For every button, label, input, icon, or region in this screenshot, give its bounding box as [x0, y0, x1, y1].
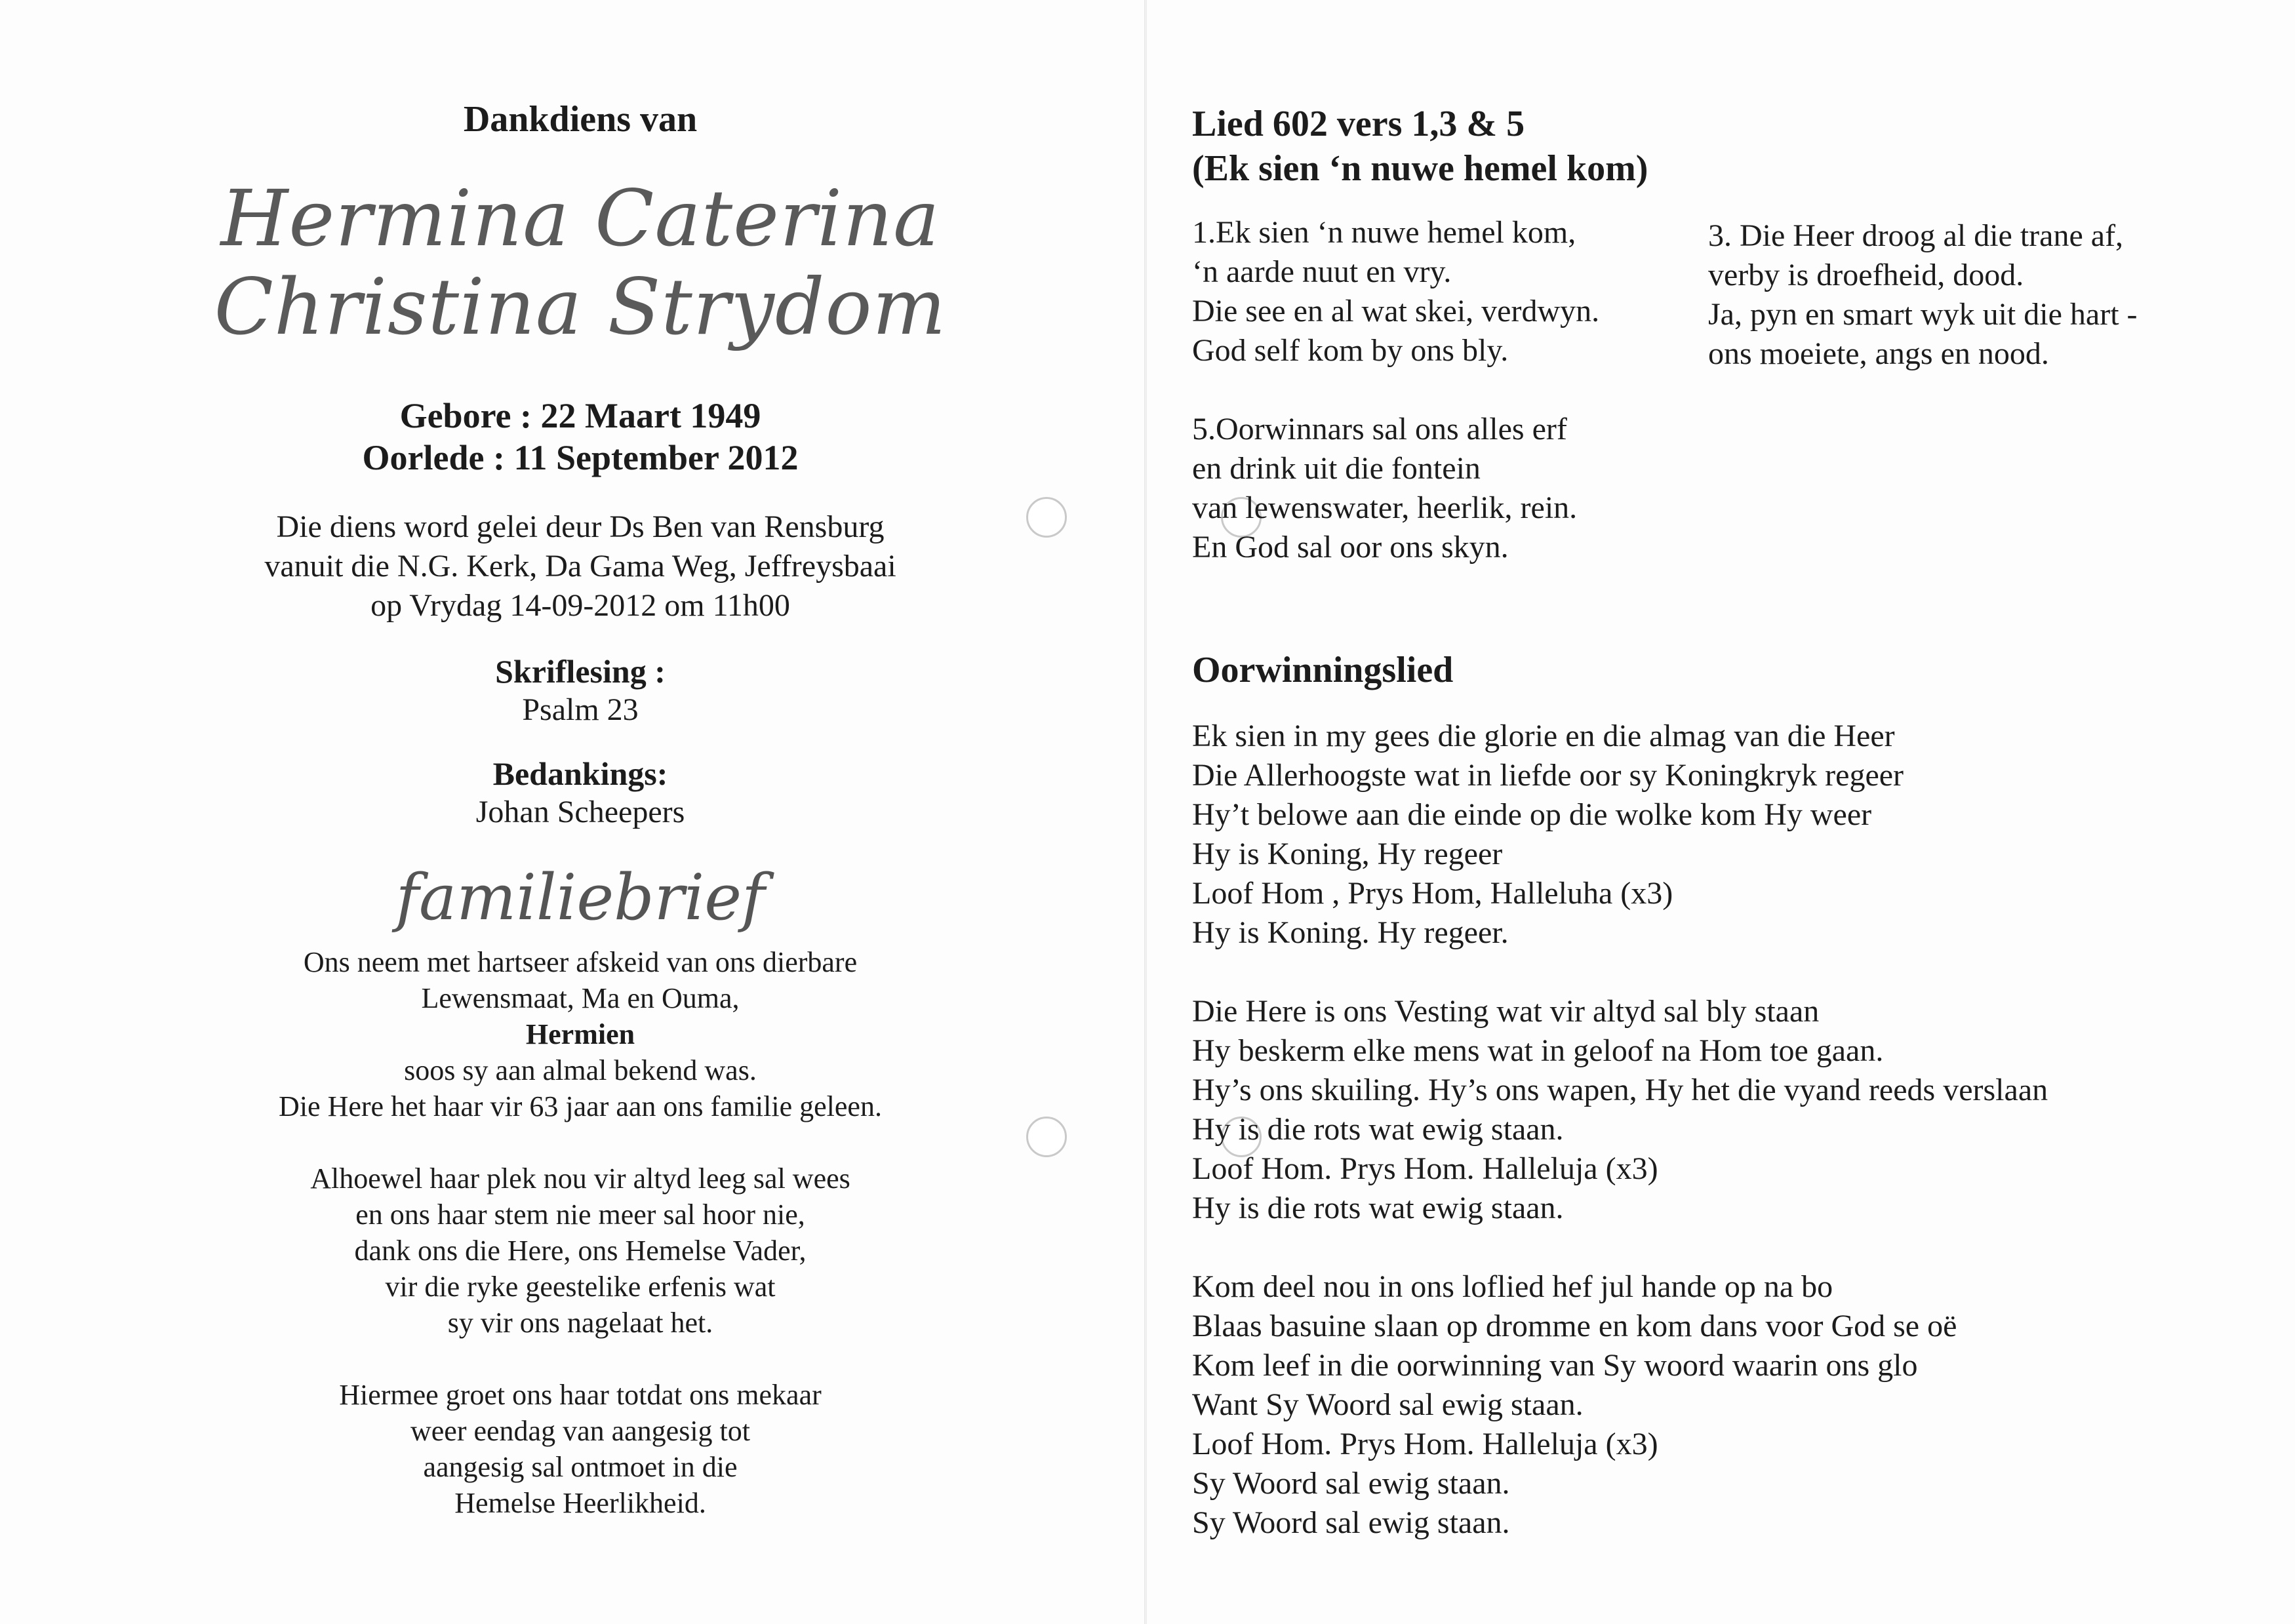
hymn-verse-5: [1192, 410, 1577, 567]
letter-paragraph-3: [157, 1377, 1003, 1521]
punch-hole-bottom-left: [1026, 1117, 1067, 1157]
hymn-verse-1: [1192, 213, 1599, 370]
lyric-line: Kom deel nou in ons loflied hef jul hande op na bo: [1192, 1269, 1833, 1304]
service-line-1: Die diens word gelei deur Ds Ben van Rensburg: [276, 509, 885, 544]
song-stanza-3: [1192, 1267, 2048, 1543]
song-title: Oorwinningslied: [1192, 650, 1454, 690]
verse-line: verby is droefheid, dood.: [1708, 258, 2024, 292]
lyric-line: Sy Woord sal ewig staan.: [1192, 1505, 1510, 1540]
hymn-verse-3: [1708, 216, 2138, 374]
lyric-line: Die Here is ons Vesting wat vir altyd sal bly staan: [1192, 994, 1820, 1029]
page-fold: [1144, 0, 1147, 1624]
lyric-line: Want Sy Woord sal ewig staan.: [1192, 1387, 1584, 1422]
lyric-line: Hy is die rots wat ewig staan.: [1192, 1112, 1564, 1147]
reading-value: Psalm 23: [522, 692, 639, 727]
letter-line: Alhoewel haar plek nou vir altyd leeg sal wees: [310, 1162, 850, 1195]
service-details: [157, 98, 1003, 1521]
verse-line: 3. Die Heer droog al die trane af,: [1708, 218, 2124, 253]
lyric-line: Hy is die rots wat ewig staan.: [1192, 1191, 1564, 1225]
birth-date: Gebore : 22 Maart 1949: [399, 396, 761, 435]
lyric-line: Hy’s ons skuiling. Hy’s ons wapen, Hy het die vyand reeds verslaan: [1192, 1073, 2048, 1107]
lyric-line: Kom leef in die oorwinning van Sy woord waarin ons glo: [1192, 1348, 1918, 1383]
verse-line: En God sal oor ons skyn.: [1192, 530, 1509, 564]
hymn-title-line2: (Ek sien ‘n nuwe hemel kom): [1192, 148, 1648, 189]
letter-line: weer eendag van aangesig tot: [410, 1415, 750, 1447]
letter-line: vir die ryke geestelike erfenis wat: [385, 1271, 776, 1303]
verse-line: 1.Ek sien ‘n nuwe hemel kom,: [1192, 215, 1576, 250]
verse-line: van lewenswater, heerlik, rein.: [1192, 490, 1578, 525]
lyric-line: Blaas basuine slaan op dromme en kom dans voor God se oë: [1192, 1309, 1957, 1343]
song-lyrics: [1192, 717, 2048, 1582]
lyric-line: Hy beskerm elke mens wat in geloof na Hom toe gaan.: [1192, 1033, 1884, 1068]
service-line-2: vanuit die N.G. Kerk, Da Gama Weg, Jeffreysbaai: [264, 549, 896, 584]
verse-line: Die see en al wat skei, verdwyn.: [1192, 294, 1600, 328]
letter-line: soos sy aan almal bekend was.: [404, 1054, 757, 1086]
lyric-line: Die Allerhoogste wat in liefde oor sy Koningkryk regeer: [1192, 758, 1904, 793]
letter-line: Ons neem met hartseer afskeid van ons dierbare: [303, 946, 858, 978]
letter-line: en ons haar stem nie meer sal hoor nie,: [355, 1198, 805, 1231]
letter-line: aangesig sal ontmoet in die: [423, 1451, 738, 1483]
letter-line: Lewensmaat, Ma en Ouma,: [421, 982, 740, 1014]
deceased-name-line2: Christina Strydom: [214, 262, 947, 352]
verse-line: ‘n aarde nuut en vry.: [1192, 254, 1452, 289]
song-stanza-2: [1192, 992, 2048, 1228]
lyric-line: Loof Hom , Prys Hom, Halleluha (x3): [1192, 876, 1673, 911]
lyric-line: Hy is Koning. Hy regeer.: [1192, 915, 1509, 950]
service-title: Dankdiens van: [463, 99, 698, 140]
letter-line: sy vir ons nagelaat het.: [447, 1307, 713, 1339]
reading-label: Skriflesing :: [495, 653, 666, 690]
letter-heading: familiebrief: [395, 861, 765, 934]
letter-line: dank ons die Here, ons Hemelse Vader,: [354, 1235, 807, 1267]
thanks-value: Johan Scheepers: [475, 795, 685, 829]
lyric-line: Loof Hom. Prys Hom. Halleluja (x3): [1192, 1427, 1658, 1461]
deceased-name-line1: Hermina Caterina: [220, 173, 940, 264]
punch-hole-top-left: [1026, 497, 1067, 538]
verse-line: ons moeiete, angs en nood.: [1708, 336, 2049, 371]
verse-line: 5.Oorwinnars sal ons alles erf: [1192, 412, 1567, 446]
hymn-title-line1: Lied 602 vers 1,3 & 5: [1192, 104, 1525, 144]
lyric-line: Sy Woord sal ewig staan.: [1192, 1466, 1510, 1501]
verse-line: en drink uit die fontein: [1192, 451, 1481, 486]
lyric-line: Hy’t belowe aan die einde op die wolke kom Hy weer: [1192, 797, 1872, 832]
death-date: Oorlede : 11 September 2012: [362, 438, 799, 477]
thanks-label: Bedankings:: [492, 755, 668, 792]
lyric-line: Loof Hom. Prys Hom. Halleluja (x3): [1192, 1151, 1658, 1186]
lyric-line: Ek sien in my gees die glorie en die almag van die Heer: [1192, 719, 1895, 753]
letter-paragraph-1: [157, 944, 1003, 1124]
letter-line: Hemelse Heerlikheid.: [454, 1487, 706, 1519]
song-stanza-1: [1192, 717, 2048, 953]
letter-line: Die Here het haar vir 63 jaar aan ons familie geleen.: [279, 1090, 882, 1122]
service-line-3: op Vrydag 14-09-2012 om 11h00: [370, 588, 790, 623]
letter-paragraph-2: [157, 1160, 1003, 1341]
verse-line: Ja, pyn en smart wyk uit die hart -: [1708, 297, 2138, 332]
verse-line: God self kom by ons bly.: [1192, 333, 1509, 368]
letter-name: Hermien: [525, 1018, 635, 1050]
hymn-title: [1192, 102, 1648, 191]
lyric-line: Hy is Koning, Hy regeer: [1192, 837, 1503, 871]
letter-line: Hiermee groet ons haar totdat ons mekaar: [339, 1379, 822, 1411]
